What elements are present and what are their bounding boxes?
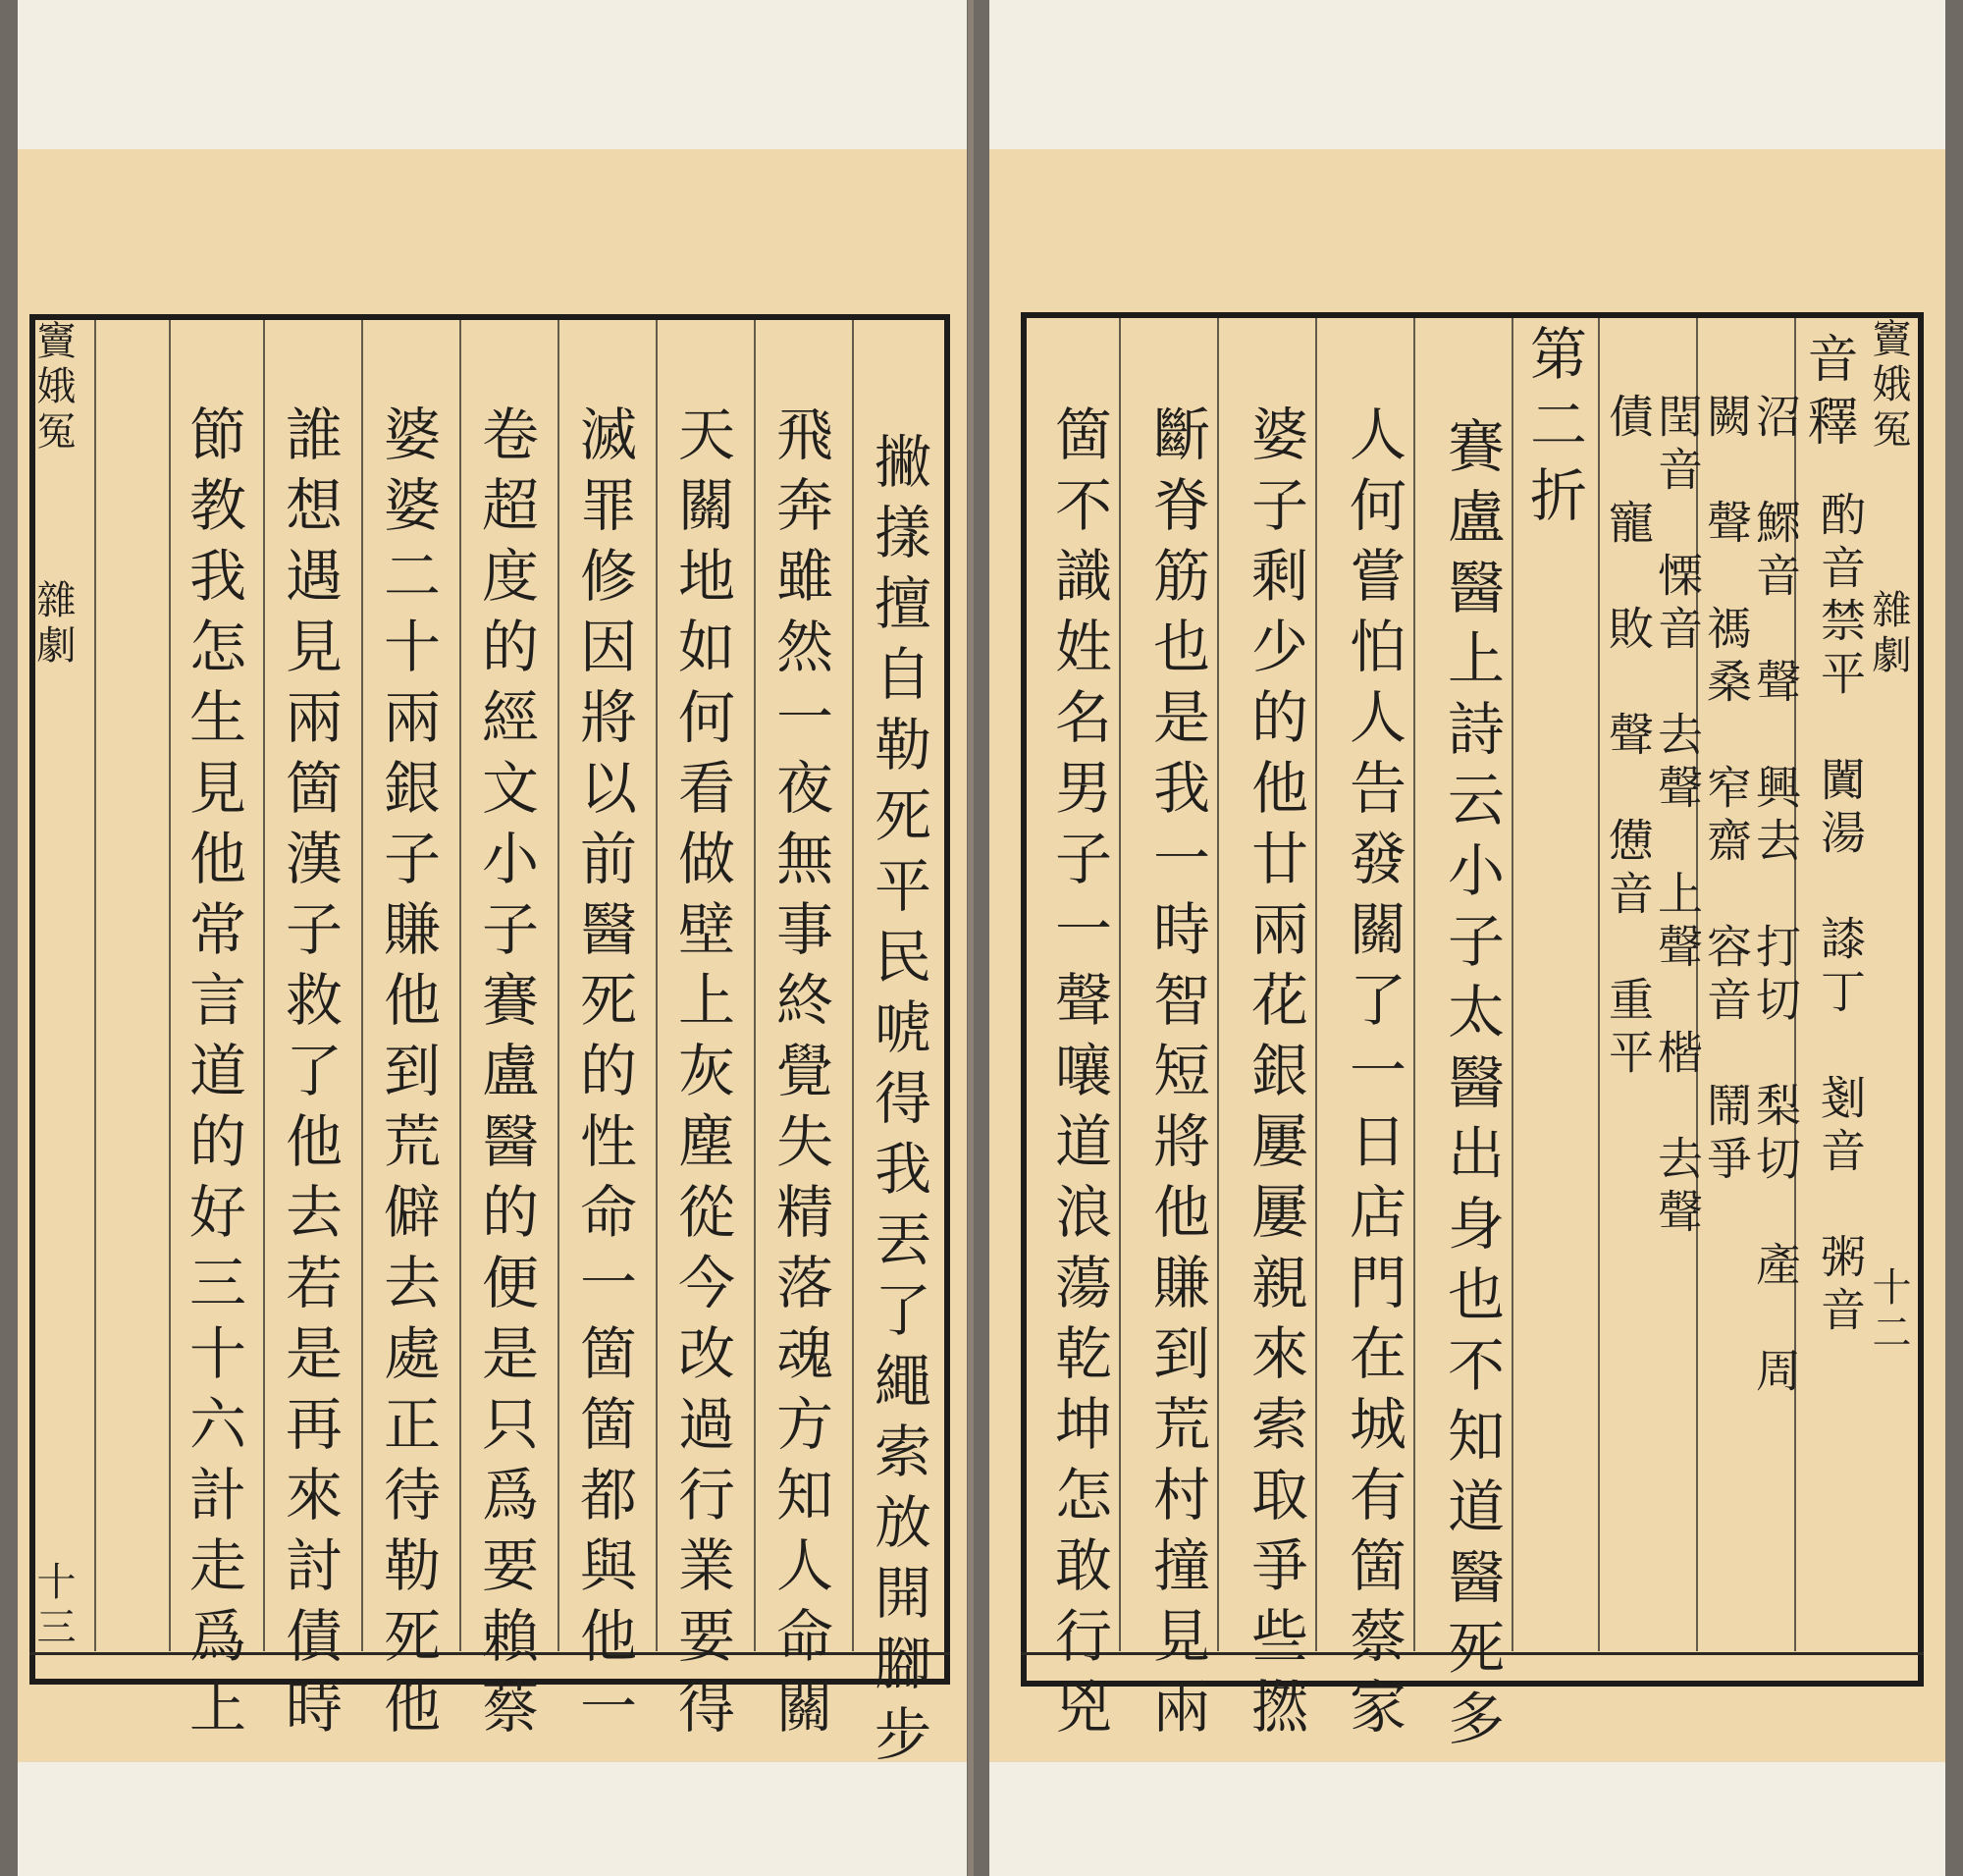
right-col-4: 斷脊筋也是我一時智短將他賺到荒村撞見兩 <box>1143 404 1210 1747</box>
left-col-7: 誰想遇見兩箇漢子救了他去若是再來討債時 <box>276 404 343 1747</box>
left-col-6: 婆婆二十兩銀子賺他到荒僻去處正待勒死他 <box>374 404 441 1747</box>
right-page-number: 十二 <box>1866 1266 1911 1357</box>
left-page-number: 十三 <box>30 1561 76 1651</box>
glossary-col-2: 沼 鰥音 聲 興去 打切 梨切 產 周 <box>1749 393 1802 1400</box>
left-col-4: 滅罪修因將以前醫死的性命一箇箇都與他一 <box>570 404 637 1747</box>
left-col-3: 天關地如何看做壁上灰塵從今改過行業要得 <box>668 404 735 1747</box>
spine <box>968 0 974 1876</box>
glossary-col-1: 酌音禁平 闐湯 䜉丁 剗音 粥音 <box>1814 491 1867 1339</box>
right-col-3: 婆子剩少的他廿兩花銀屢屢親來索取爭些撚 <box>1242 404 1308 1747</box>
left-top-margin <box>18 0 967 149</box>
glossary-col-3: 闕 聲 禡桑 窄齋 容音 鬧爭 <box>1700 393 1753 1188</box>
glossary-heading: 音釋 <box>1798 332 1857 457</box>
left-page-margin-title: 竇娥冤 <box>30 320 76 456</box>
right-page-margin-section: 雜劇 <box>1866 589 1911 679</box>
right-col-1: 賽盧醫上詩云小子太醫出身也不知道醫死多 <box>1438 416 1505 1759</box>
left-col-2: 飛奔雖然一夜無事終覺失精落魂方知人命關 <box>767 404 833 1747</box>
right-page-margin-title: 竇娥冤 <box>1866 318 1911 454</box>
left-page-margin-section: 雜劇 <box>30 579 76 670</box>
right-col-5: 箇不識姓名男子一聲嚷道浪蕩乾坤怎敢行兇 <box>1045 404 1112 1747</box>
glossary-col-5: 債 寵 敗 聲 憊音 重平 <box>1602 393 1655 1082</box>
left-col-8: 節教我怎生見他常言道的好三十六計走爲上 <box>180 404 246 1747</box>
act-heading: 第二折 <box>1520 324 1587 536</box>
left-bottom-margin <box>18 1762 967 1876</box>
right-bottom-margin <box>989 1762 1945 1876</box>
left-col-1: 撇㨾擅自勒死平民唬得我丟了繩索放開腳步 <box>865 432 931 1775</box>
left-col-5: 卷超度的經文小子賽盧醫的便是只爲要賴蔡 <box>472 404 539 1747</box>
glossary-col-4: 閏音 慄音 去聲 上聲 楷 去聲 <box>1651 393 1704 1241</box>
right-col-2: 人何嘗怕人告發關了一日店門在城有箇蔡家 <box>1340 404 1406 1747</box>
right-top-margin <box>989 0 1945 149</box>
